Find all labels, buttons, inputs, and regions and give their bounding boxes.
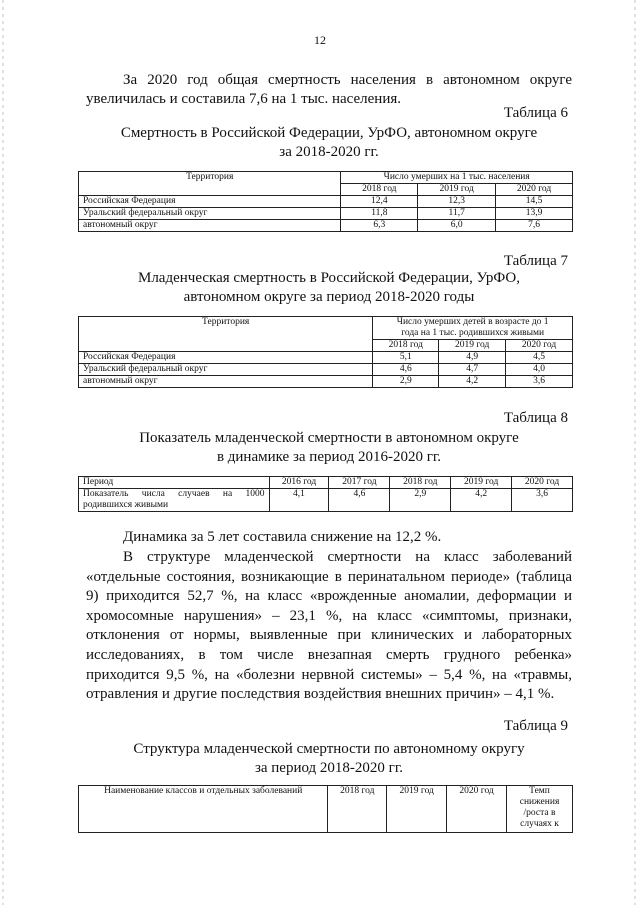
table6-header-group: Число умерших на 1 тыс. населения	[341, 172, 573, 184]
table6-title-line1: Смертность в Российской Федерации, УрФО, автономном округе	[120, 125, 538, 141]
table7-cell: 3,6	[506, 376, 573, 388]
table6-year: 2020 год	[496, 184, 573, 196]
table9-year: 2018 год	[328, 786, 387, 833]
table8-year: 2018 год	[390, 477, 451, 489]
table6-header-territory: Территория	[79, 172, 341, 196]
table7-cell: 4,0	[506, 364, 573, 376]
paragraph-structure: В структуре младенческой смертности на класс заболеваний «отдельные состояния, возникающие в перинатальном периоде» (таблица 9) приходится 52,7 %, на класс «врожденные аномалии, деформации и хромосомные нарушения» – 23,1 %, на класс «симптомы, признаки, отклонения от нормы, выявленные при клинических и лабораторных исследованиях, в том числе внезапная смерть грудного ребенка» приходится 9,5 %, на «болезни нервной системы» – 5,4 %, на «травмы, отравления и другие последствия воздействия внешних причин» – 4,1 %.	[86, 549, 572, 703]
table8-header-period: Период	[79, 477, 270, 489]
table6-row-name: автономный округ	[79, 220, 341, 232]
table8-title	[86, 429, 572, 467]
table8-year: 2019 год	[451, 477, 512, 489]
table8-row-label-line1: Показатель числа случаев на 1000	[83, 489, 265, 499]
table6-cell: 7,6	[496, 220, 573, 232]
table-row	[79, 196, 573, 208]
table8-year: 2016 год	[269, 477, 329, 489]
table6-cell: 6,0	[418, 220, 496, 232]
table6-year: 2019 год	[418, 184, 496, 196]
table6-year: 2018 год	[341, 184, 418, 196]
table6-title-line2: за 2018-2020 гг.	[279, 144, 379, 160]
table7-cell: 4,9	[439, 352, 506, 364]
table7-header-line2: года на 1 тыс. родившихся живыми	[401, 328, 545, 338]
table7-header-line1: Число умерших детей в возрасте до 1	[396, 317, 549, 327]
scan-edge-right	[634, 0, 636, 905]
table8-title-line1: Показатель младенческой смертности в автономном округе	[139, 430, 519, 446]
table6-cell: 11,8	[341, 208, 418, 220]
table9-label: Таблица 9	[503, 718, 568, 734]
table8-cell: 2,9	[390, 489, 451, 512]
table7-row-name: Уральский федеральный округ	[79, 364, 373, 376]
table7-header-territory: Территория	[79, 317, 373, 352]
table7-cell: 2,9	[373, 376, 439, 388]
table8-cell: 4,2	[451, 489, 512, 512]
table6-cell: 13,9	[496, 208, 573, 220]
table8-row-label-line2: родившихся живыми	[83, 500, 169, 510]
table6-cell: 12,4	[341, 196, 418, 208]
table-row	[79, 352, 573, 364]
page-number: 12	[314, 33, 326, 47]
table7-year: 2018 год	[373, 340, 439, 352]
table9-rate-line1: Темп	[529, 786, 550, 796]
table9-rate-line4: случаях к	[520, 819, 559, 829]
table6-row-name: Российская Федерация	[79, 196, 341, 208]
table7-cell: 4,5	[506, 352, 573, 364]
table9-title-line1: Структура младенческой смертности по автономному округу	[133, 741, 525, 757]
table7-label: Таблица 7	[503, 253, 568, 269]
table6-cell: 11,7	[418, 208, 496, 220]
table8-cell: 4,6	[329, 489, 390, 512]
table7-cell: 5,1	[373, 352, 439, 364]
table7-year: 2019 год	[439, 340, 506, 352]
scan-edge-left	[2, 0, 4, 905]
table9-year: 2020 год	[447, 786, 507, 833]
table7-row-name: Российская Федерация	[79, 352, 373, 364]
table9	[78, 785, 573, 833]
table7-title-line1: Младенческая смертность в Российской Федерации, УрФО,	[137, 270, 521, 286]
table6-cell: 14,5	[496, 196, 573, 208]
table7-cell: 4,2	[439, 376, 506, 388]
table9-header-rate	[507, 786, 573, 833]
table7	[78, 316, 573, 388]
table6-cell: 6,3	[341, 220, 418, 232]
table6-row-name: Уральский федеральный округ	[79, 208, 341, 220]
table8-label: Таблица 8	[503, 410, 568, 426]
table7-row-name: автономный округ	[79, 376, 373, 388]
table-row	[79, 208, 573, 220]
table9-rate-line2: снижения	[519, 797, 560, 807]
table8-year: 2020 год	[512, 477, 573, 489]
table8-row-label	[79, 489, 270, 512]
table9-year: 2019 год	[387, 786, 447, 833]
table9-rate-line3: /роста в	[523, 808, 556, 818]
intro-line-1: За 2020 год общая смертность населения в автономном округе	[123, 72, 572, 88]
table6	[78, 171, 573, 232]
paragraph-dynamics: Динамика за 5 лет составила снижение на 12,2 %.	[123, 529, 442, 545]
table7-cell: 4,7	[439, 364, 506, 376]
table9-title	[86, 740, 572, 778]
table8-year: 2017 год	[329, 477, 390, 489]
table6-cell: 12,3	[418, 196, 496, 208]
table-row	[79, 376, 573, 388]
table7-title-line2: автономном округе за период 2018-2020 годы	[183, 289, 475, 305]
table7-year: 2020 год	[506, 340, 573, 352]
table8-cell: 3,6	[512, 489, 573, 512]
table-row	[79, 364, 573, 376]
table-row	[79, 489, 573, 512]
intro-line-2: увеличилась и составила 7,6 на 1 тыс. населения.	[86, 91, 401, 107]
table7-cell: 4,6	[373, 364, 439, 376]
table9-header-name: Наименование классов и отдельных заболеваний	[79, 786, 328, 833]
table8-cell: 4,1	[269, 489, 329, 512]
table7-header-group	[373, 317, 573, 340]
table-row	[79, 220, 573, 232]
table6-title	[86, 124, 572, 162]
table6-label: Таблица 6	[503, 105, 568, 121]
table9-title-line2: за период 2018-2020 гг.	[254, 760, 404, 776]
table8-title-line2: в динамике за период 2016-2020 гг.	[216, 449, 442, 465]
table7-title	[86, 269, 572, 307]
table8	[78, 476, 573, 512]
